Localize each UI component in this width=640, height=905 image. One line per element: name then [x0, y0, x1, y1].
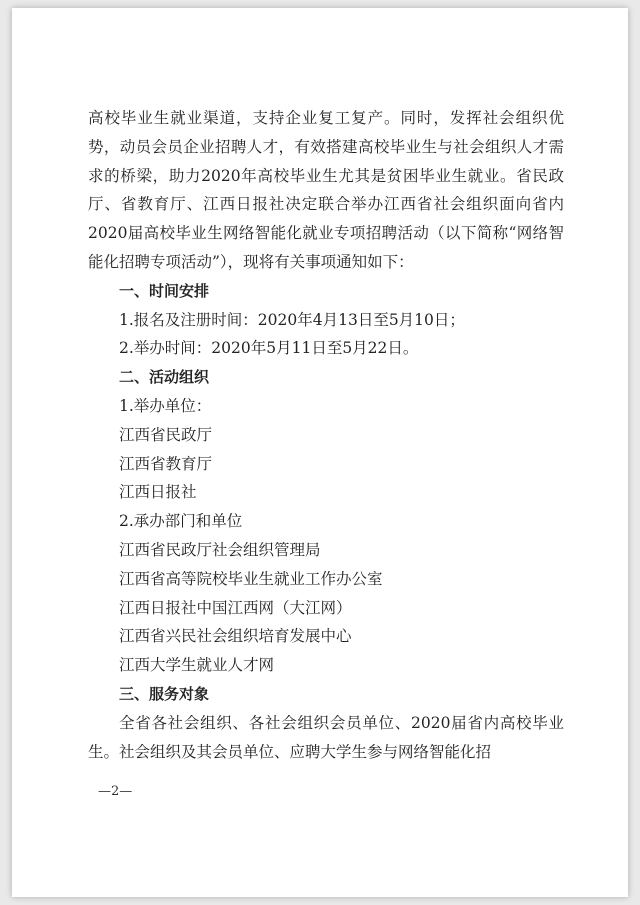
undertaker-item: 江西日报社中国江西网（大江网）: [119, 598, 352, 617]
document-body: [88, 104, 564, 766]
audience-paragraph: 全省各社会组织、各社会组织会员单位、2020届省内高校毕业生。社会组织及其会员单位、应聘大学生参与网络智能化招: [88, 713, 564, 761]
section-heading-audience: 三、服务对象: [119, 684, 210, 703]
organizer-item: 江西省民政厅: [119, 425, 213, 444]
undertaker-item: 江西省民政厅社会组织管理局: [119, 540, 321, 559]
undertaker-item: 江西省兴民社会组织培育发展中心: [119, 627, 352, 646]
page-number: —2—: [98, 784, 133, 799]
undertakers-label: 2.承办部门和单位: [119, 512, 243, 531]
section-heading-schedule: 一、时间安排: [119, 281, 210, 300]
document-page: [12, 8, 628, 897]
organizers-label: 1.举办单位：: [119, 396, 212, 415]
schedule-event: 2.举办时间：2020年5月11日至5月22日。: [119, 339, 419, 358]
section-heading-organization: 二、活动组织: [119, 368, 210, 387]
organizer-item: 江西省教育厅: [119, 454, 213, 473]
intro-paragraph: 高校毕业生就业渠道，支持企业复工复产。同时，发挥社会组织优势，动员会员企业招聘人才，有效搭建高校毕业生与社会组织人才需求的桥梁，助力2020年高校毕业生尤其是贫困毕业生就业。省民政厅、省教育厅、江西日报社决定联合举办江西省社会组织面向省内2020届高校毕业生网络智能化就业专项招聘活动（以下简称“网络智能化招聘专项活动”），现将有关事项通知如下：: [88, 109, 564, 271]
schedule-registration: 1.报名及注册时间：2020年4月13日至5月10日；: [119, 310, 465, 329]
organizer-item: 江西日报社: [119, 483, 197, 502]
undertaker-item: 江西大学生就业人才网: [119, 656, 275, 675]
undertaker-item: 江西省高等院校毕业生就业工作办公室: [119, 569, 383, 588]
